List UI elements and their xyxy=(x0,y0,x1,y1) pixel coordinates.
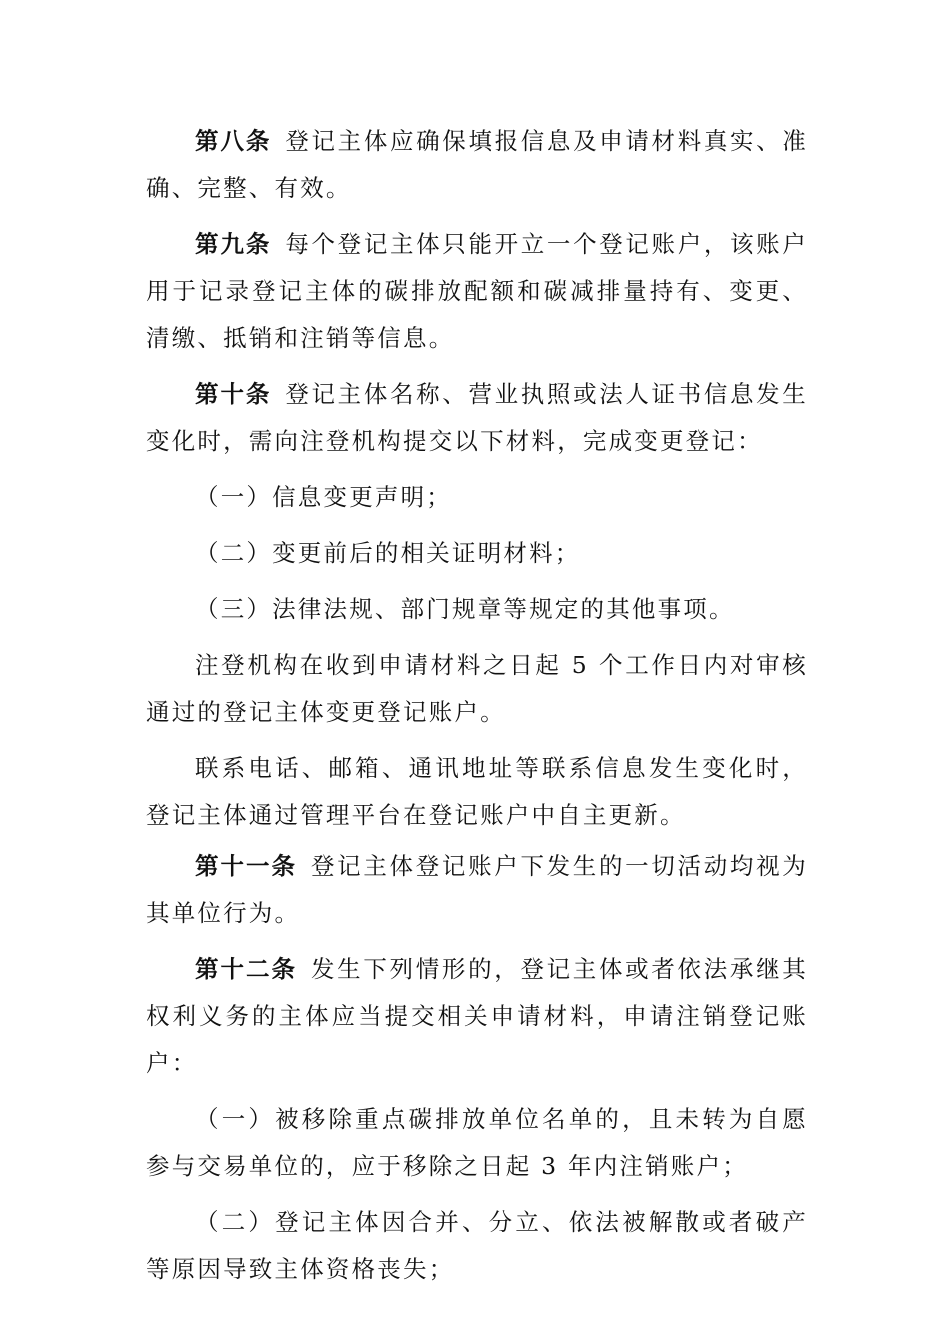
list-item-text: （三）法律法规、部门规章等规定的其他事项。 xyxy=(195,595,735,623)
article-number: 第十条 xyxy=(195,380,272,408)
list-item xyxy=(146,586,808,633)
list-item xyxy=(146,474,808,521)
article-8 xyxy=(146,118,808,212)
article-number: 第十一条 xyxy=(195,852,297,880)
list-item-text: （二）变更前后的相关证明材料； xyxy=(195,539,581,567)
article-number: 第十二条 xyxy=(195,955,297,983)
article-text: 登记主体登记账户下发生的一切活动均视为其单位行为。 xyxy=(146,852,808,927)
list-item-text: （一）被移除重点碳排放单位名单的，且未转为自愿参与交易单位的，应于移除之日起 3 年内注销账户； xyxy=(146,1105,808,1180)
list-item xyxy=(146,530,808,577)
article-number: 第九条 xyxy=(195,230,272,258)
list-item-text: （二）登记主体因合并、分立、依法被解散或者破产等原因导致主体资格丧失； xyxy=(146,1208,808,1283)
article-text: 登记主体应确保填报信息及申请材料真实、准确、完整、有效。 xyxy=(146,127,809,202)
document-page xyxy=(146,118,808,1293)
article-9 xyxy=(146,221,808,362)
body-paragraph xyxy=(146,642,808,736)
body-paragraph xyxy=(146,745,808,839)
list-item xyxy=(146,1096,808,1190)
article-text: 每个登记主体只能开立一个登记账户，该账户用于记录登记主体的碳排放配额和碳减排量持有、变更、清缴、抵销和注销等信息。 xyxy=(146,230,809,352)
paragraph-text: 联系电话、邮箱、通讯地址等联系信息发生变化时，登记主体通过管理平台在登记账户中自主更新。 xyxy=(146,754,808,829)
article-12 xyxy=(146,946,808,1087)
article-10 xyxy=(146,371,808,465)
article-text: 发生下列情形的，登记主体或者依法承继其权利义务的主体应当提交相关申请材料，申请注销登记账户： xyxy=(146,955,808,1077)
article-text: 登记主体名称、营业执照或法人证书信息发生变化时，需向注登机构提交以下材料，完成变更登记： xyxy=(146,380,809,455)
article-11 xyxy=(146,843,808,937)
article-number: 第八条 xyxy=(195,127,272,155)
list-item xyxy=(146,1199,808,1293)
paragraph-text: 注登机构在收到申请材料之日起 5 个工作日内对审核通过的登记主体变更登记账户。 xyxy=(146,651,808,726)
list-item-text: （一）信息变更声明； xyxy=(195,483,452,511)
